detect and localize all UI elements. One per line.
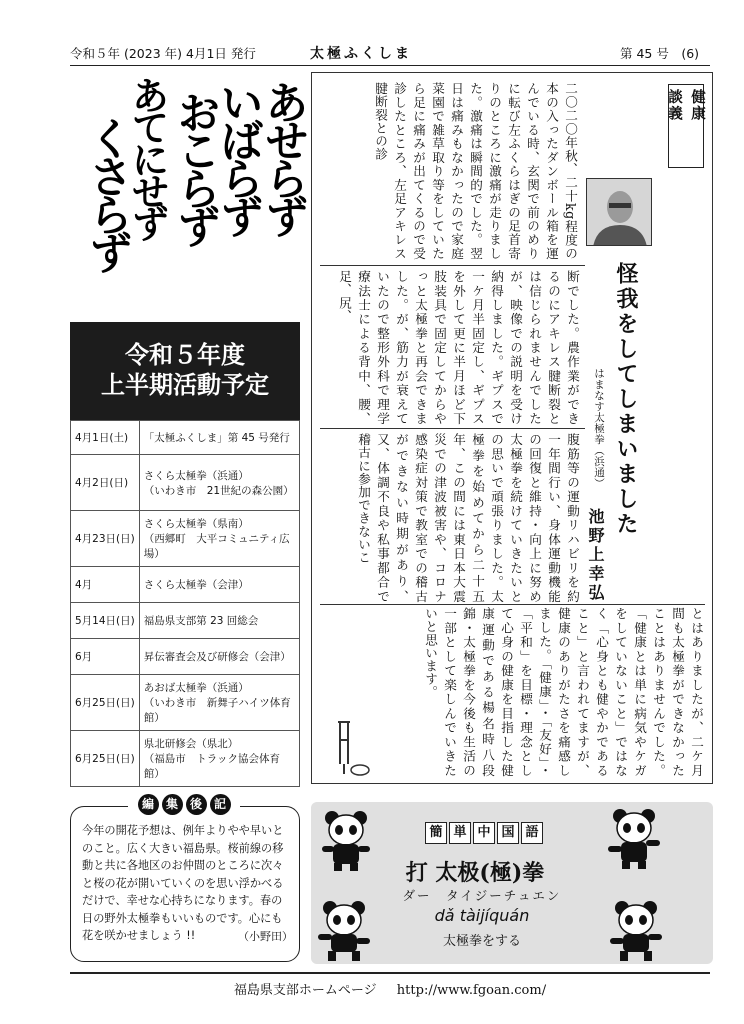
heading-char: 後 (186, 794, 207, 815)
schedule-row (71, 511, 300, 567)
schedule-date: 6月 (71, 639, 140, 675)
schedule-event: 県北研修会（県北） （福島市 トラック協会体育館） (139, 731, 299, 787)
schedule-date: 4月1日(土) (71, 421, 140, 455)
schedule-title-line1: 令和５年度 (125, 341, 245, 369)
column-divider (320, 265, 585, 266)
heading-char: 集 (162, 794, 183, 815)
column-divider (320, 428, 585, 429)
panda-icon (316, 898, 372, 962)
chinese-japanese: 太極拳をする (442, 934, 521, 949)
schedule-event: 「太極ふくしま」第 45 号発行 (139, 421, 299, 455)
chinese-pinyin: dǎ tàijíquán (434, 906, 530, 925)
issue-date: 令和５年 (2023 年) 4月1日 発行 (70, 46, 256, 61)
schedule-date: 6月25日(日) (71, 731, 140, 787)
heading-char: 記 (210, 794, 231, 815)
calligraphy-art (80, 76, 308, 305)
article-column: 二〇二〇年秋、二十kg程度の本の入ったダンボール箱を運んでいる時、玄関で前のめりに転び左ふくらはぎの足首寄りのところに激痛が走りました。激痛は瞬間的でした。翌日は痛みもなかったので家庭菜園で雑草取り等をしていたら足に痛みが出てくるので受診したところ、左足アキレス腱断裂との診 (373, 82, 578, 260)
footer (70, 979, 710, 998)
editor-note-author: （小野田） (238, 930, 293, 943)
schedule-title-line2: 上半期活動予定 (101, 371, 269, 399)
heading-char: 編 (138, 794, 159, 815)
heading-char: 国 (497, 822, 519, 844)
schedule-event: 昇伝審査会及び研修会（会津） (139, 639, 299, 675)
heading-char: 単 (449, 822, 471, 844)
article-column: 断でした。農作業ができるのにアキレス腱断裂とは信じられませんでしたが、映像での説明を受け納得しました。ギプスで一ケ月半固定し、ギプスを外して更に半月ほど下肢装具で固定してからやっと太極拳と再会できました。が、筋力が衰えていたので整形外科で理学療法士による背中、腰、足、尻、 (337, 270, 580, 425)
series-label (668, 84, 704, 168)
article-column: 腹筋等の運動リハビリを約一年間行い、身体運動機能の回復と維持・向上に努め太極拳を続けていきたいとの思いで頑張りました。太極拳を始めてから二十五年、この間には東日本大震災での津波被害や、コロナ感染症対策で教室での稽古ができない時期があり、又、体調不良や私事都合で稽古に参加できないこ (356, 433, 580, 603)
chinese-hanzi: 打 太极(極)拳 (405, 860, 545, 886)
footer-rule (70, 972, 710, 974)
schedule-date: 6月25日(日) (71, 675, 140, 731)
schedule-event: さくら太極拳（浜通） （いわき市 21世紀の森公園） (139, 455, 299, 511)
schedule-row (71, 731, 300, 787)
panda-icon (606, 806, 662, 870)
schedule-event: さくら太極拳（会津） (139, 567, 299, 603)
schedule-row (71, 675, 300, 731)
editor-note-body: 今年の開花予想は、例年よりやや早いとのこと。広く大きい福島県。桜前線の移動と共に各地区のお仲間のところに次々と桜の花が開いていくのを思い浮かべるだけで、幸せな心持ちになります。春の日の野外太極拳もいいものです。心にも花を咲かせましょう !! (82, 824, 284, 942)
article-club: はまなす太極拳（浜通） (593, 368, 605, 489)
person-icon (587, 179, 652, 246)
heading-char: 中 (473, 822, 495, 844)
panda-icon (608, 898, 664, 962)
calligraphy-column: あてにせず (125, 76, 170, 236)
chinese-kana: ダー タイジーチュエン (402, 888, 562, 903)
heading-char: 簡 (425, 822, 447, 844)
publication-title: 太極ふくしま (310, 46, 412, 62)
crutch-icon (332, 718, 372, 778)
column-divider (320, 604, 705, 605)
calligraphy-column: いばらず (212, 80, 263, 232)
series-label-line: 談義 (666, 89, 683, 122)
chinese-heading (425, 822, 543, 844)
schedule-date: 4月23日(日) (71, 511, 140, 567)
author-portrait (586, 178, 652, 246)
schedule-row (71, 567, 300, 603)
schedule-date: 4月 (71, 567, 140, 603)
heading-char: 語 (521, 822, 543, 844)
editor-note-heading (128, 794, 240, 818)
schedule-row (71, 455, 300, 511)
schedule-date: 5月14日(日) (71, 603, 140, 639)
article-title: 怪我をしてしまいました (613, 262, 638, 537)
schedule-title (70, 322, 300, 420)
footer-label: 福島県支部ホームページ (233, 983, 377, 998)
schedule-event: 福島県支部第 23 回総会 (139, 603, 299, 639)
footer-url[interactable]: http://www.fgoan.com/ (396, 983, 547, 998)
schedule-date: 4月2日(日) (71, 455, 140, 511)
issue-number: 第 45 号 (6) (620, 46, 700, 61)
calligraphy-column: おこらず (169, 90, 220, 242)
calligraphy-column: くさらず (81, 116, 132, 268)
schedule-event: あおば太極拳（浜通） （いわき市 新舞子ハイツ体育館） (139, 675, 299, 731)
schedule-row (71, 639, 300, 675)
article-column: とはありましたが、二ケ月間も太極拳ができなかったことはありませんでした。「健康とは単に病気やケガをしていないこと」ではなく「心身とも健やかであること」と言われてますが、健康のありがたさを痛感しました。「健康」・「友好」・「平和」を目標・理念として心身の健康を目指した健康運動である楊名時八段錦・太極拳を今後も生活の一部として楽しんでいきたいと思います。 (423, 607, 704, 777)
schedule-table (70, 420, 300, 787)
series-label-line: 健康 (689, 89, 706, 122)
calligraphy-column: あせらず (257, 80, 308, 232)
schedule-row (71, 421, 300, 455)
schedule-event: さくら太極拳（県南） （西郷町 大平コミュニティ広場） (139, 511, 299, 567)
schedule-row (71, 603, 300, 639)
panda-icon (318, 808, 374, 872)
article-author: 池野上幸弘 (586, 508, 605, 603)
